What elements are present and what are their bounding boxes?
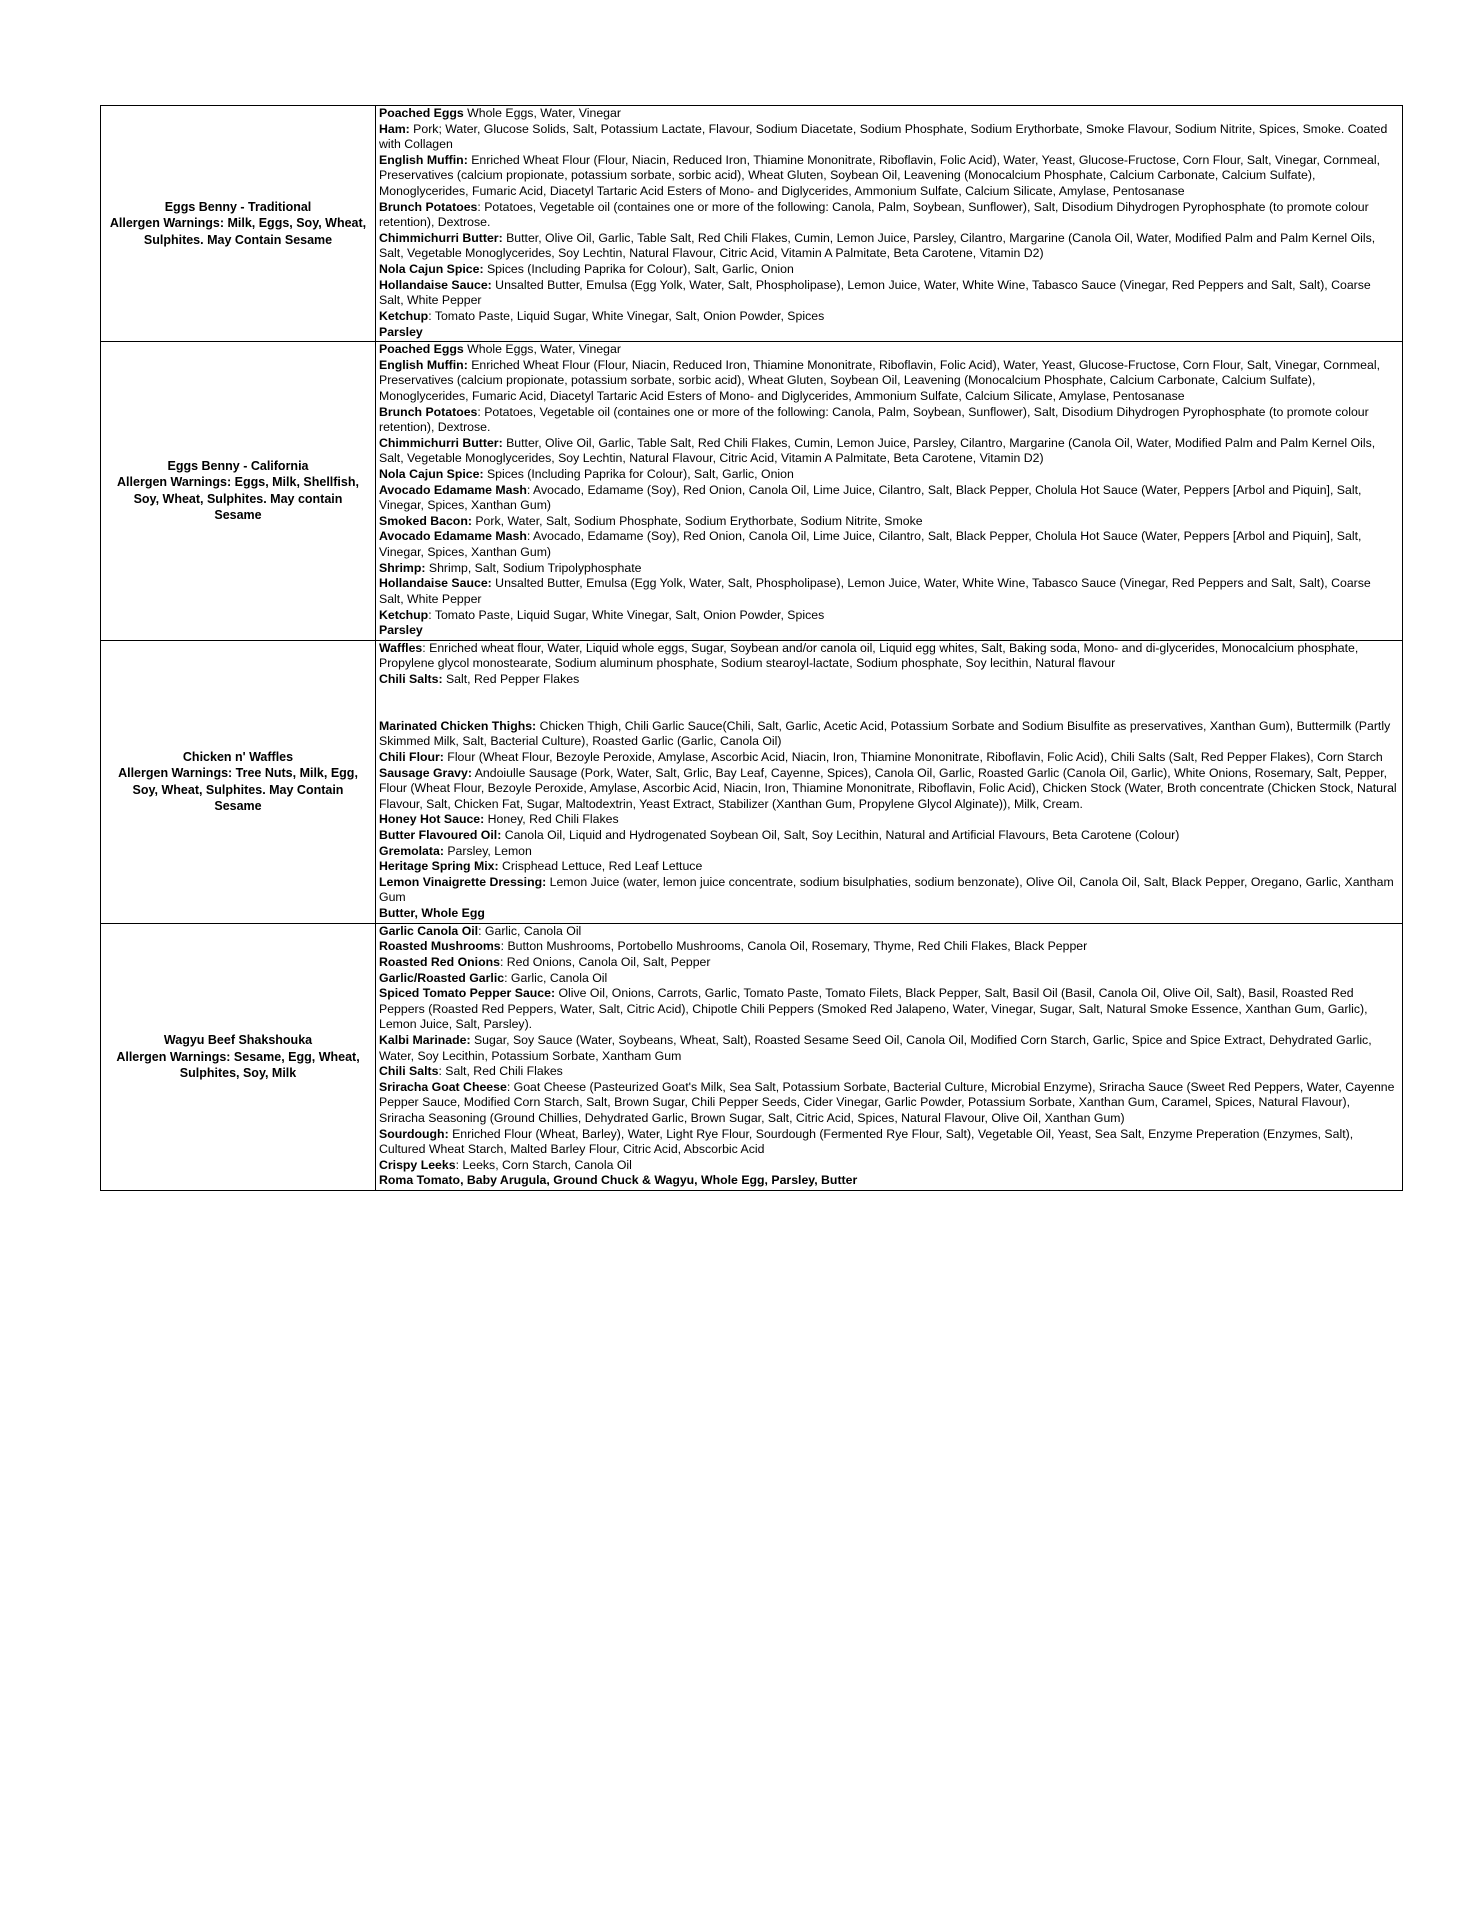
ingredient-label: Garlic Canola Oil bbox=[379, 923, 479, 938]
dish-cell bbox=[101, 342, 376, 641]
ingredient-line bbox=[379, 561, 1398, 577]
ingredient-label: Chili Flour: bbox=[379, 749, 444, 764]
ingredients-cell bbox=[376, 106, 1403, 342]
ingredient-text: Enriched Flour (Wheat, Barley), Water, Light Rye Flour, Sourdough (Fermented Rye Flour, Salt), Vegetable Oil, Yeast, Sea Salt, Enzyme Preperation (Enzymes, Salt), Cultured Wheat Starch, Malted Barley Flour, Citric Acid, Abscorbic Acid bbox=[379, 1126, 1354, 1157]
ingredient-line bbox=[379, 483, 1398, 514]
ingredient-text: Whole Eggs, Water, Vinegar bbox=[463, 342, 621, 357]
ingredient-label: Poached Eggs bbox=[379, 342, 464, 357]
ingredient-line bbox=[379, 1127, 1398, 1158]
ingredient-text: : Avocado, Edamame (Soy), Red Onion, Canola Oil, Lime Juice, Cilantro, Salt, Black Pepper, Cholula Hot Sauce (Water, Peppers [Arbol and Piquin], Salt, Vinegar, Spices, Xanthan Gum) bbox=[379, 482, 1362, 513]
ingredient-line bbox=[379, 358, 1398, 405]
ingredient-text: Honey, Red Chili Flakes bbox=[484, 812, 619, 827]
table-row bbox=[101, 342, 1403, 641]
ingredient-label: Chili Salts bbox=[379, 1064, 439, 1079]
ingredient-label: Garlic/Roasted Garlic bbox=[379, 970, 505, 985]
ingredient-label: Parsley bbox=[379, 623, 423, 638]
ingredient-text: Enriched Wheat Flour (Flour, Niacin, Reduced Iron, Thiamine Mononitrate, Riboflavin, Folic Acid), Water, Yeast, Glucose-Fructose, Corn Flour, Salt, Vinegar, Cornmeal, Preservatives (calcium propionate, potassium sorbate, sorbic acid), Wheat Gluten, Soybean Oil, Leavening (Monocalcium Phosphate, Calcium Carbonate, Calcium Sulfate), Monoglycerides, Fumaric Acid, Diacetyl Tartaric Acid Esters of Mono- and Diglycerides, Ammonium Sulfate, Calcium Silicate, Amylase, Pentosanase bbox=[379, 357, 1380, 403]
ingredient-text: : Garlic, Canola Oil bbox=[478, 923, 582, 938]
ingredient-line bbox=[379, 342, 1398, 358]
ingredient-label: Brunch Potatoes bbox=[379, 404, 478, 419]
ingredient-line bbox=[379, 844, 1398, 860]
ingredient-label: Roma Tomato, Baby Arugula, Ground Chuck & Wagyu, Whole Egg, Parsley, Butter bbox=[379, 1173, 858, 1188]
ingredient-text: Flour (Wheat Flour, Bezoyle Peroxide, Amylase, Ascorbic Acid, Niacin, Iron, Thiamine Mononitrate, Riboflavin, Folic Acid), Chili Salts (Salt, Red Pepper Flakes), Corn Starch bbox=[443, 749, 1383, 764]
ingredient-label: Avocado Edamame Mash bbox=[379, 482, 527, 497]
ingredient-text: : Leeks, Corn Starch, Canola Oil bbox=[455, 1157, 632, 1172]
ingredient-line bbox=[379, 906, 1398, 922]
ingredient-label: Ketchup bbox=[379, 607, 429, 622]
ingredient-line bbox=[379, 231, 1398, 262]
ingredient-label: Hollandaise Sauce: bbox=[379, 576, 492, 591]
ingredient-line bbox=[379, 623, 1398, 639]
allergen-warnings: Allergen Warnings: Eggs, Milk, Shellfish, Soy, Wheat, Sulphites. May contain Sesame bbox=[117, 475, 359, 523]
ingredient-line bbox=[379, 405, 1398, 436]
table-row bbox=[101, 923, 1403, 1190]
ingredient-label: Lemon Vinaigrette Dressing: bbox=[379, 874, 547, 889]
ingredient-text: : Avocado, Edamame (Soy), Red Onion, Canola Oil, Lime Juice, Cilantro, Salt, Black Pepper, Cholula Hot Sauce (Water, Peppers [Arbol and Piquin], Salt, Vinegar, Spices, Xanthan Gum) bbox=[379, 529, 1362, 560]
ingredient-line bbox=[379, 514, 1398, 530]
ingredient-label: Smoked Bacon: bbox=[379, 513, 472, 528]
ingredient-line bbox=[379, 1158, 1398, 1174]
ingredient-label: Hollandaise Sauce: bbox=[379, 277, 492, 292]
ingredient-line bbox=[379, 1173, 1398, 1189]
ingredient-line bbox=[379, 309, 1398, 325]
ingredient-label: Honey Hot Sauce: bbox=[379, 812, 485, 827]
ingredient-text: Unsalted Butter, Emulsa (Egg Yolk, Water, Salt, Phospholipase), Lemon Juice, Water, White Wine, Tabasco Sauce (Vinegar, Red Peppers and Salt, Salt), Coarse Salt, White Pepper bbox=[379, 576, 1371, 606]
ingredient-label: Waffles bbox=[379, 640, 423, 655]
ingredient-line bbox=[379, 971, 1398, 987]
ingredient-text: Butter, Olive Oil, Garlic, Table Salt, Red Chili Flakes, Cumin, Lemon Juice, Parsley, Cilantro, Margarine (Canola Oil, Water, Modified Palm and Palm Kernel Oils, Salt, Vegetable Monoglycerides, Soy Lechtin, Natural Flavour, Citric Acid, Vitamin A Palmitate, Beta Carotene, Vitamin D2) bbox=[379, 435, 1376, 466]
ingredient-line bbox=[379, 122, 1398, 153]
dish-cell bbox=[101, 106, 376, 342]
ingredient-text: Pork; Water, Glucose Solids, Salt, Potassium Lactate, Flavour, Sodium Diacetate, Sodium Phosphate, Sodium Erythorbate, Smoke Flavour, Sodium Nitrite, Spices, Smoke. Coated with Collagen bbox=[379, 121, 1388, 152]
ingredient-text: Spices (Including Paprika for Colour), Salt, Garlic, Onion bbox=[483, 467, 794, 482]
ingredient-label: Sausage Gravy: bbox=[379, 765, 472, 780]
table-row bbox=[101, 106, 1403, 342]
ingredient-line bbox=[379, 278, 1398, 309]
ingredient-text: Spices (Including Paprika for Colour), Salt, Garlic, Onion bbox=[483, 262, 794, 277]
ingredient-line bbox=[379, 153, 1398, 200]
ingredient-text: Shrimp, Salt, Sodium Tripolyphosphate bbox=[425, 560, 642, 575]
ingredient-line bbox=[379, 436, 1398, 467]
dish-cell bbox=[101, 640, 376, 923]
ingredient-text: Pork, Water, Salt, Sodium Phosphate, Sodium Erythorbate, Sodium Nitrite, Smoke bbox=[471, 513, 923, 528]
ingredient-text: : Salt, Red Chili Flakes bbox=[438, 1064, 563, 1079]
ingredient-line bbox=[379, 828, 1398, 844]
ingredient-label: Shrimp: bbox=[379, 560, 426, 575]
ingredient-label: Roasted Mushrooms bbox=[379, 939, 501, 954]
ingredient-label: Parsley bbox=[379, 324, 423, 339]
ingredient-label: Ketchup bbox=[379, 308, 429, 323]
ingredient-line bbox=[379, 262, 1398, 278]
ingredient-label: Nola Cajun Spice: bbox=[379, 262, 484, 277]
ingredient-label: Gremolata: bbox=[379, 843, 444, 858]
ingredient-line bbox=[379, 325, 1398, 341]
ingredient-text: : Tomato Paste, Liquid Sugar, White Vinegar, Salt, Onion Powder, Spices bbox=[428, 308, 825, 323]
ingredient-label: Chimmichurri Butter: bbox=[379, 230, 503, 245]
allergen-warnings: Allergen Warnings: Tree Nuts, Milk, Egg, Soy, Wheat, Sulphites. May Contain Sesame bbox=[118, 766, 358, 814]
ingredient-label: Nola Cajun Spice: bbox=[379, 467, 484, 482]
ingredient-text: Lemon Juice (water, lemon juice concentrate, sodium bisulphaties, sodium benzonate), Olive Oil, Canola Oil, Salt, Black Pepper, Oregano, Garlic, Xantham Gum bbox=[379, 874, 1394, 905]
ingredient-text: Andoiulle Sausage (Pork, Water, Salt, Grlic, Bay Leaf, Cayenne, Spices), Canola Oil, Garlic, Roasted Garlic (Canola Oil, Garlic), White Onions, Rosemary, Salt, Pepper, Flour (Wheat Flour, Bezoyle Peroxide, Amylase, Ascorbic Acid, Niacin, Iron, Thiamine Mononitrate, Riboflavin, Folic Acid), Chicken Stock (Water, Broth concentrate (Chicken Stock, Natural Flavour, Salt, Chicken Fat, Sugar, Maltodextrin, Yeast Extract, Stabilizer (Xanthan Gum, Propylene Glycol Alginate)), Milk, Cream. bbox=[379, 765, 1397, 811]
ingredient-label: Sriracha Goat Cheese bbox=[379, 1079, 507, 1094]
ingredient-line bbox=[379, 719, 1398, 750]
ingredient-text: Sugar, Soy Sauce (Water, Soybeans, Wheat, Salt), Roasted Sesame Seed Oil, Canola Oil, Modified Corn Starch, Garlic, Spice and Spice Extract, Dehydrated Garlic, Water, Soy Lecithin, Potassium Sorbate, Xantham Gum bbox=[379, 1032, 1372, 1063]
ingredient-line bbox=[379, 672, 1398, 688]
ingredient-text: Salt, Red Pepper Flakes bbox=[442, 671, 580, 686]
blank-line bbox=[379, 703, 1398, 719]
allergen-warnings: Allergen Warnings: Milk, Eggs, Soy, Wheat, Sulphites. May Contain Sesame bbox=[109, 216, 367, 247]
ingredient-text: : Enriched wheat flour, Water, Liquid whole eggs, Sugar, Soybean and/or canola oil, Liquid egg whites, Salt, Baking soda, Mono- and di-glycerides, Monocalcium phosphate, Propylene glycol monostearate, Sodium aluminum phosphate, Sodium stearoyl-lactate, Sodium phosphate, Soy lecithin, Natural flavour bbox=[379, 640, 1359, 671]
ingredient-label: Butter Flavoured Oil: bbox=[379, 828, 502, 843]
ingredient-label: Kalbi Marinade: bbox=[379, 1032, 471, 1047]
ingredient-text: : Garlic, Canola Oil bbox=[504, 970, 608, 985]
ingredient-line bbox=[379, 924, 1398, 940]
ingredient-line bbox=[379, 576, 1398, 607]
allergen-warnings: Allergen Warnings: Sesame, Egg, Wheat, Sulphites, Soy, Milk bbox=[116, 1049, 360, 1081]
ingredient-label: Marinated Chicken Thighs: bbox=[379, 718, 537, 733]
ingredient-text: Whole Eggs, Water, Vinegar bbox=[463, 106, 621, 120]
ingredient-text: Enriched Wheat Flour (Flour, Niacin, Reduced Iron, Thiamine Mononitrate, Riboflavin, Folic Acid), Water, Yeast, Glucose-Fructose, Corn Flour, Salt, Vinegar, Cornmeal, Preservatives (calcium propionate, potassium sorbate, sorbic acid), Wheat Gluten, Soybean Oil, Leavening (Monocalcium Phosphate, Calcium Carbonate, Calcium Sulfate), Monoglycerides, Fumaric Acid, Diacetyl Tartaric Acid Esters of Mono- and Diglycerides, Ammonium Sulfate, Calcium Silicate, Amylase, Pentosanase bbox=[379, 152, 1380, 199]
ingredient-line bbox=[379, 859, 1398, 875]
ingredient-line bbox=[379, 641, 1398, 672]
ingredient-line bbox=[379, 986, 1398, 1033]
ingredient-line bbox=[379, 875, 1398, 906]
ingredient-label: English Muffin: bbox=[379, 357, 468, 372]
ingredient-label: English Muffin: bbox=[379, 152, 468, 167]
ingredient-text: Chicken Thigh, Chili Garlic Sauce(Chili, Salt, Garlic, Acetic Acid, Potassium Sorbate and Sodium Bisulfite as preservatives, Xanthan Gum), Buttermilk (Partly Skimmed Milk, Salt, Bacterial Culture), Roasted Garlic (Garlic, Canola Oil) bbox=[379, 718, 1391, 749]
ingredient-line bbox=[379, 812, 1398, 828]
ingredient-label: Heritage Spring Mix: bbox=[379, 859, 499, 874]
dish-cell bbox=[101, 923, 376, 1190]
ingredient-label: Poached Eggs bbox=[379, 106, 464, 120]
ingredient-text: : Tomato Paste, Liquid Sugar, White Vinegar, Salt, Onion Powder, Spices bbox=[428, 607, 825, 622]
ingredient-label: Ham: bbox=[379, 121, 410, 136]
ingredient-label: Butter, Whole Egg bbox=[379, 906, 485, 921]
ingredient-text: Crisphead Lettuce, Red Leaf Lettuce bbox=[498, 859, 703, 874]
ingredients-cell bbox=[376, 342, 1403, 641]
ingredient-line bbox=[379, 106, 1398, 122]
ingredient-text: Olive Oil, Onions, Carrots, Garlic, Tomato Paste, Tomato Filets, Black Pepper, Salt, Basil Oil (Basil, Canola Oil, Olive Oil, Salt), Basil, Roasted Red Peppers (Roasted Red Peppers, Water, Salt, Citric Acid), Chipotle Chili Peppers (Smoked Red Jalapeno, Water, Vinegar, Sugar, Salt, Natural Smoke Essence, Xanthan Gum, Garlic), Lemon Juice, Salt, Parsley). bbox=[379, 986, 1368, 1032]
dish-title: Wagyu Beef Shakshouka bbox=[163, 1033, 313, 1048]
ingredient-text: : Red Onions, Canola Oil, Salt, Pepper bbox=[499, 954, 711, 969]
ingredients-cell bbox=[376, 923, 1403, 1190]
dish-title: Eggs Benny - California bbox=[167, 458, 309, 473]
dish-title: Eggs Benny - Traditional bbox=[164, 199, 312, 214]
ingredient-line bbox=[379, 1033, 1398, 1064]
ingredient-text: Parsley, Lemon bbox=[443, 843, 532, 858]
ingredient-text: Canola Oil, Liquid and Hydrogenated Soybean Oil, Salt, Soy Lecithin, Natural and Artificial Flavours, Beta Carotene (Colour) bbox=[501, 828, 1180, 843]
ingredient-label: Crispy Leeks bbox=[379, 1157, 456, 1172]
ingredient-label: Chimmichurri Butter: bbox=[379, 435, 503, 450]
ingredient-line bbox=[379, 766, 1398, 813]
ingredient-line bbox=[379, 608, 1398, 624]
ingredient-text: : Goat Cheese (Pasteurized Goat's Milk, Sea Salt, Potassium Sorbate, Bacterial Culture, Microbial Enzyme), Sriracha Sauce (Sweet Red Peppers, Water, Cayenne Pepper Sauce, Modified Corn Starch, Salt, Brown Sugar, Chili Pepper Seeds, Cider Vinegar, Garlic Powder, Potassium Sorbate, Xanthan Gum, Caramel, Spices, Natural Flavour), Sriracha Seasoning (Ground Chillies, Dehydrated Garlic, Brown Sugar, Salt, Citric Acid, Spices, Natural Flavour, Olive Oil, Xanthan Gum) bbox=[379, 1079, 1395, 1125]
ingredient-text: Unsalted Butter, Emulsa (Egg Yolk, Water, Salt, Phospholipase), Lemon Juice, Water, White Wine, Tabasco Sauce (Vinegar, Red Peppers and Salt, Salt), Coarse Salt, White Pepper bbox=[379, 277, 1371, 308]
table-row bbox=[101, 640, 1403, 923]
allergen-ingredient-table bbox=[100, 105, 1403, 1191]
ingredient-text: : Potatoes, Vegetable oil (containes one or more of the following: Canola, Palm, Soybean, Sunflower), Salt, Disodium Dihydrogen Pyrophosphate (to promote colour retention), Dextrose. bbox=[379, 404, 1369, 435]
dish-title: Chicken n' Waffles bbox=[182, 749, 294, 764]
ingredient-label: Brunch Potatoes bbox=[379, 199, 478, 214]
ingredient-line bbox=[379, 1080, 1398, 1127]
ingredient-line bbox=[379, 1064, 1398, 1080]
ingredient-label: Spiced Tomato Pepper Sauce: bbox=[379, 986, 556, 1001]
ingredient-text: : Button Mushrooms, Portobello Mushrooms, Canola Oil, Rosemary, Thyme, Red Chili Flakes, Black Pepper bbox=[500, 939, 1088, 954]
ingredient-label: Sourdough: bbox=[379, 1126, 449, 1141]
ingredient-label: Avocado Edamame Mash bbox=[379, 529, 527, 544]
allergen-table-body bbox=[101, 106, 1403, 1191]
blank-line bbox=[379, 688, 1398, 704]
ingredient-line bbox=[379, 939, 1398, 955]
ingredient-line bbox=[379, 529, 1398, 560]
ingredient-text: Butter, Olive Oil, Garlic, Table Salt, Red Chili Flakes, Cumin, Lemon Juice, Parsley, Cilantro, Margarine (Canola Oil, Water, Modified Palm and Palm Kernel Oils, Salt, Vegetable Monoglycerides, Soy Lechtin, Natural Flavour, Citric Acid, Vitamin A Palmitate, Beta Carotene, Vitamin D2) bbox=[379, 230, 1376, 261]
ingredient-line bbox=[379, 200, 1398, 231]
ingredient-line bbox=[379, 955, 1398, 971]
ingredient-label: Roasted Red Onions bbox=[379, 954, 500, 969]
ingredient-text: : Potatoes, Vegetable oil (containes one or more of the following: Canola, Palm, Soybean, Sunflower), Salt, Disodium Dihydrogen Pyrophosphate (to promote colour retention), Dextrose. bbox=[379, 199, 1369, 230]
ingredient-line bbox=[379, 750, 1398, 766]
ingredient-label: Chili Salts: bbox=[379, 671, 443, 686]
ingredient-line bbox=[379, 467, 1398, 483]
ingredients-cell bbox=[376, 640, 1403, 923]
